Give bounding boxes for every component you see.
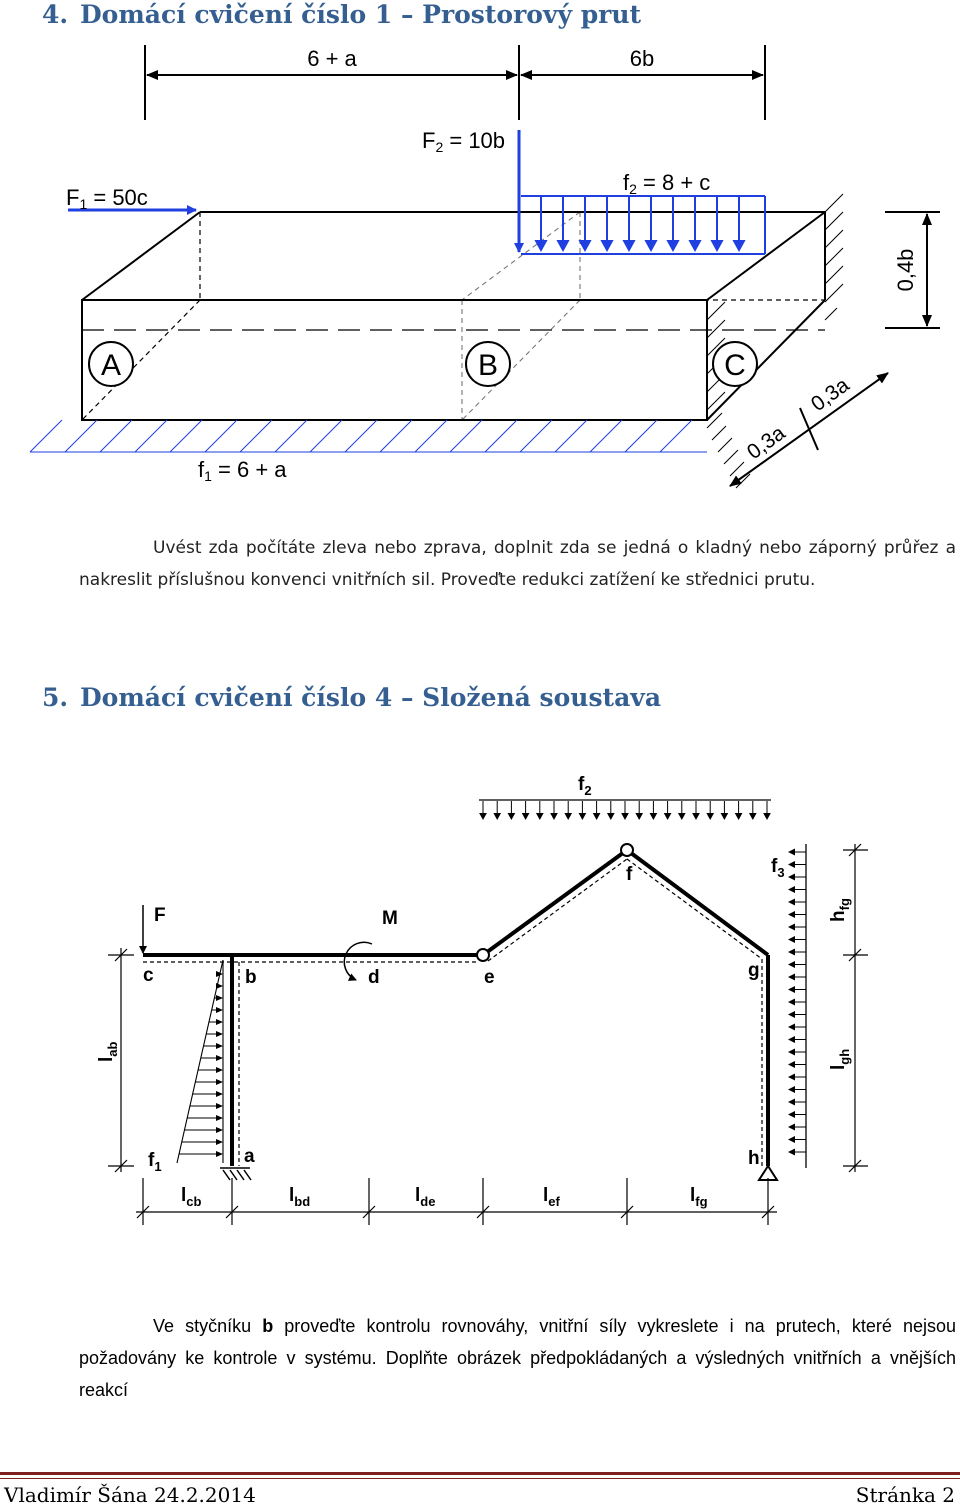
load-f1-arrows (179, 971, 223, 1157)
dimension-top (145, 45, 765, 120)
load-arrow-head (216, 1055, 223, 1061)
section-5-paragraph-after: proveďte kontrolu rovnováhy, vnitřní síly vykreslete i na prutech, které nejsou požadovány ke kontrole v systému. Doplňte obrázek předpokládaných a výsledných vnitřních a vnějších reakcí (79, 1316, 956, 1400)
dim-l-bd-label: $l_{bd}$ (289, 1185, 311, 1209)
point-c-marker (713, 342, 757, 386)
dim-l-ef-label: $l_{ef}$ (543, 1185, 560, 1209)
load-arrow-head (788, 1086, 795, 1093)
load-arrow-head (666, 240, 679, 252)
load-arrow-head (732, 240, 745, 252)
dimension-bottom (136, 1178, 777, 1225)
load-f2-distributed (521, 196, 765, 254)
figure-composite-frame (0, 760, 960, 1230)
load-arrow-head (216, 1007, 223, 1013)
load-arrow-head (216, 1151, 223, 1157)
force-F-label: F (154, 905, 166, 926)
load-arrow-head (788, 1024, 795, 1031)
load-arrow-head (735, 813, 743, 820)
load-arrow-head (216, 1079, 223, 1085)
load-arrow-head (788, 974, 795, 981)
load-arrow-head (216, 1103, 223, 1109)
load-f3-label: $f_3$ (771, 856, 785, 880)
section-5-heading (42, 683, 661, 712)
dim-depth2-label: 0,3a (806, 373, 854, 417)
force-f1-label: F1 = 50c (66, 185, 148, 212)
section-4-title: Domácí cvičení číslo 1 – Prostorový prut (80, 0, 642, 29)
load-arrow-head (622, 240, 635, 252)
load-arrow-head (788, 949, 795, 956)
force-f2-label: F2 = 10b (422, 128, 506, 155)
dim-left-label: 6 + a (307, 46, 357, 71)
load-arrow-head (216, 1019, 223, 1025)
load-f2-label: f2 = 8 + c (623, 170, 711, 197)
load-arrow-head (788, 1011, 795, 1018)
load-arrow-head (216, 983, 223, 989)
load-arrow-head (788, 961, 795, 968)
load-arrow-head (788, 1036, 795, 1043)
support-h-pinned (759, 1166, 777, 1180)
load-arrow-head (706, 813, 714, 820)
load-arrow-head (216, 1115, 223, 1121)
hinge-e (477, 949, 489, 961)
load-arrow-head (644, 240, 657, 252)
load-arrow-head (493, 813, 501, 820)
support-a-fixed (220, 1168, 251, 1180)
dim-l-ab-label: $l_{ab}$ (96, 1041, 120, 1062)
ground-hatching (30, 420, 707, 452)
node-c-label: c (143, 965, 154, 986)
load-arrow-head (216, 1031, 223, 1037)
load-arrow-head (788, 886, 795, 893)
load-arrow-head (216, 995, 223, 1001)
node-h-label: h (748, 1148, 760, 1169)
load-f1-label: $f_1$ (148, 1150, 162, 1174)
node-e-label: e (484, 967, 495, 988)
load-arrow-head (688, 240, 701, 252)
section-4-number: 4. (42, 0, 69, 29)
dim-right-label: 6b (629, 46, 655, 71)
load-arrow-head (536, 813, 544, 820)
section-5-number: 5. (42, 683, 69, 712)
load-arrow-head (522, 813, 530, 820)
footer-rule-thin (0, 1478, 960, 1479)
load-arrow-head (564, 813, 572, 820)
load-arrow-head (788, 924, 795, 931)
node-f-label: f (626, 864, 633, 885)
dim-h-fg-label: $h_{fg}$ (828, 898, 852, 922)
node-b-label: b (245, 967, 257, 988)
load-arrow-head (579, 813, 587, 820)
dim-l-gh-label: $l_{gh}$ (828, 1048, 852, 1070)
load-arrow-head (635, 813, 643, 820)
dimension-depth (730, 373, 888, 486)
load-arrow-head (216, 1043, 223, 1049)
load-arrow-head (479, 813, 487, 820)
load-arrow-head (556, 240, 569, 252)
footer-page-number: Stránka 2 (855, 1483, 955, 1507)
point-c-label: C (724, 349, 746, 382)
section-4-heading (42, 0, 641, 29)
load-arrow-head (788, 1111, 795, 1118)
load-arrow-head (607, 813, 615, 820)
load-arrow-head (678, 813, 686, 820)
section-4-paragraph: Uvést zda počítáte zleva nebo zprava, doplnit zda se jedná o kladný nebo záporný průřez a nakreslit příslušnou konvenci vnitřních sil. Proveďte redukci zatížení ke střednici prutu. (79, 538, 956, 590)
point-b-marker (466, 342, 510, 386)
point-a-label: A (100, 349, 122, 382)
load-arrow-head (788, 911, 795, 918)
load-arrow-head (534, 240, 547, 252)
load-arrow-head (216, 1067, 223, 1073)
section-5-paragraph-before: Ve styčníku (153, 1316, 263, 1336)
hinge-f (621, 844, 633, 856)
load-arrow-head (721, 813, 729, 820)
load-arrow-head (593, 813, 601, 820)
dim-l-cb-label: $l_{cb}$ (181, 1185, 202, 1209)
section-5-paragraph (79, 1310, 956, 1406)
load-f1-label: f1 = 6 + a (198, 457, 287, 484)
load-f2-arrows (534, 197, 745, 252)
load-arrow-head (788, 1074, 795, 1081)
section-5-title: Domácí cvičení číslo 4 – Složená soustava (80, 683, 662, 712)
figure-spatial-beam (0, 30, 960, 540)
load-arrow-head (216, 1139, 223, 1145)
load-arrow-head (216, 1127, 223, 1133)
section-5-paragraph-bold: b (262, 1316, 274, 1336)
node-g-label: g (748, 960, 760, 981)
load-f3-arrows (788, 849, 806, 1156)
load-arrow-head (788, 986, 795, 993)
load-arrow-head (692, 813, 700, 820)
dim-depth1-label: 0,3a (742, 421, 790, 465)
load-arrow-head (664, 813, 672, 820)
load-arrow-head (710, 240, 723, 252)
load-arrow-head (216, 1091, 223, 1097)
footer-author-date: Vladimír Šána 24.2.2014 (4, 1483, 256, 1507)
dimension-right (843, 844, 868, 1172)
load-arrow-head (788, 899, 795, 906)
moment-M-label: M (382, 908, 398, 929)
load-arrow-head (788, 849, 795, 856)
frame-members (143, 850, 768, 1166)
load-arrow-head (788, 1136, 795, 1143)
load-arrow-head (763, 813, 771, 820)
point-b-label: B (477, 349, 499, 382)
load-arrow-head (788, 861, 795, 868)
load-arrow-head (788, 936, 795, 943)
dim-height-label: 0,4b (893, 248, 918, 292)
dim-l-de-label: $l_{de}$ (415, 1185, 436, 1209)
load-arrow-head (621, 813, 629, 820)
load-arrow-head (788, 1099, 795, 1106)
load-arrow-head (788, 874, 795, 881)
node-a-label: a (244, 1146, 255, 1167)
load-arrow-head (788, 1061, 795, 1068)
load-arrow-head (508, 813, 516, 820)
load-arrow-head (600, 240, 613, 252)
load-arrow-head (788, 1149, 795, 1156)
load-arrow-head (550, 813, 558, 820)
load-arrow-head (749, 813, 757, 820)
dim-l-fg-label: $l_{fg}$ (690, 1185, 708, 1209)
load-f2-top-arrows (479, 801, 771, 820)
node-d-label: d (368, 967, 380, 988)
point-a-marker (89, 342, 133, 386)
frame-dashed-fibers (143, 859, 762, 1166)
footer-rule-thick (0, 1472, 960, 1475)
load-arrow-head (788, 1049, 795, 1056)
load-arrow-head (788, 999, 795, 1006)
load-arrow-head (650, 813, 658, 820)
load-arrow-head (788, 1124, 795, 1131)
load-f2-top-label: $f_2$ (578, 774, 592, 798)
